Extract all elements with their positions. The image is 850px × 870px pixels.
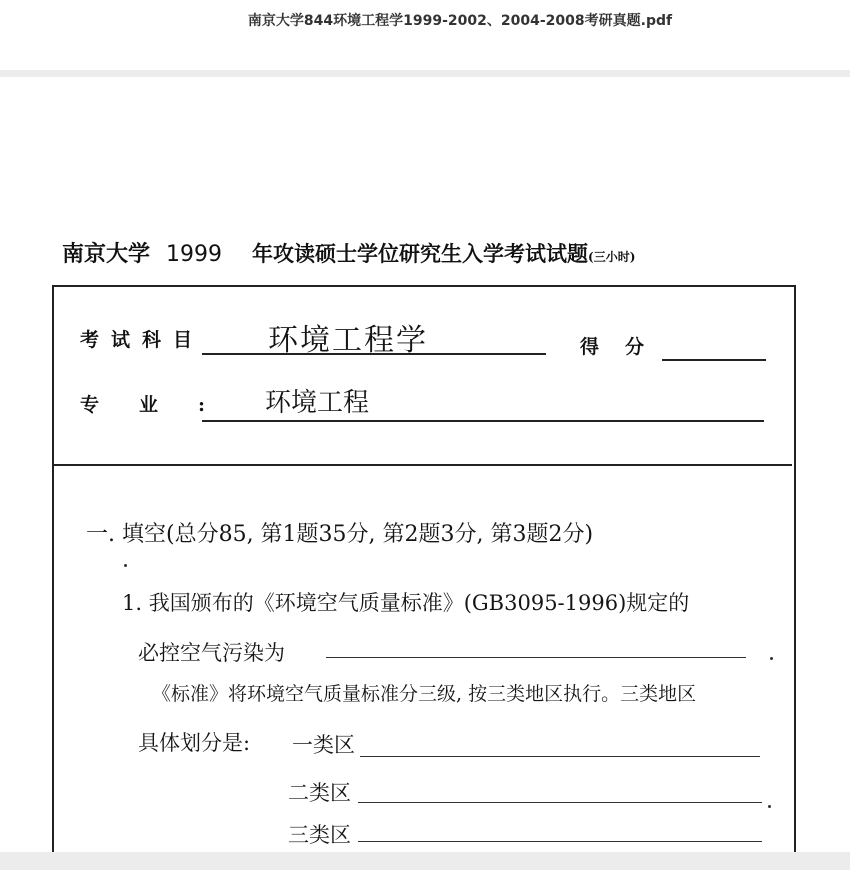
section-heading: 一. 填空(总分85, 第1题35分, 第2题3分, 第3题2分) — [86, 522, 594, 547]
document-title: 南京大学844环境工程学1999-2002、2004-2008考研真题.pdf — [247, 13, 673, 29]
toolbar-separator — [0, 70, 850, 77]
subject-line — [202, 353, 546, 355]
exam-title: 年攻读硕士学位研究生入学考试试题 — [252, 241, 589, 266]
class-1-area: 一类区 — [292, 733, 355, 757]
answer-blank-class-1 — [360, 756, 760, 757]
subject-label: 考试科目 — [80, 329, 205, 351]
class-2-area: 二类区 — [288, 781, 351, 805]
question-1-line-2: 必控空气污染为 — [138, 641, 285, 665]
subject-value: 环境工程学 — [268, 323, 428, 358]
score-line — [662, 359, 766, 361]
score-label: 得分 — [580, 336, 671, 358]
major-label: 专业: — [80, 394, 246, 416]
exam-form-box — [52, 285, 796, 852]
ink-dot — [770, 657, 773, 660]
class-3-area: 三类区 — [288, 823, 351, 847]
question-1-line-1: 1. 我国颁布的《环境空气质量标准》(GB3095-1996)规定的 — [122, 591, 690, 615]
answer-blank-pollutants — [326, 657, 746, 658]
answer-blank-class-3 — [358, 841, 762, 842]
viewer-title-bar — [0, 0, 850, 70]
exam-duration: (三小时) — [588, 250, 636, 264]
exam-year: 1999 — [166, 242, 223, 267]
question-1-line-4: 具体划分是: — [138, 731, 251, 755]
major-value: 环境工程 — [265, 388, 370, 418]
question-1-line-3: 《标准》将环境空气质量标准分三级, 按三类地区执行。三类地区 — [152, 683, 697, 705]
answer-blank-class-2 — [358, 802, 762, 803]
major-line — [202, 420, 764, 422]
exam-header — [62, 237, 635, 273]
viewer-bottom-bar — [0, 852, 850, 870]
pdf-page — [0, 77, 850, 852]
ink-dot — [124, 564, 127, 567]
university-name: 南京大学 — [62, 241, 151, 267]
ink-dot — [768, 805, 771, 808]
header-divider — [52, 464, 792, 466]
